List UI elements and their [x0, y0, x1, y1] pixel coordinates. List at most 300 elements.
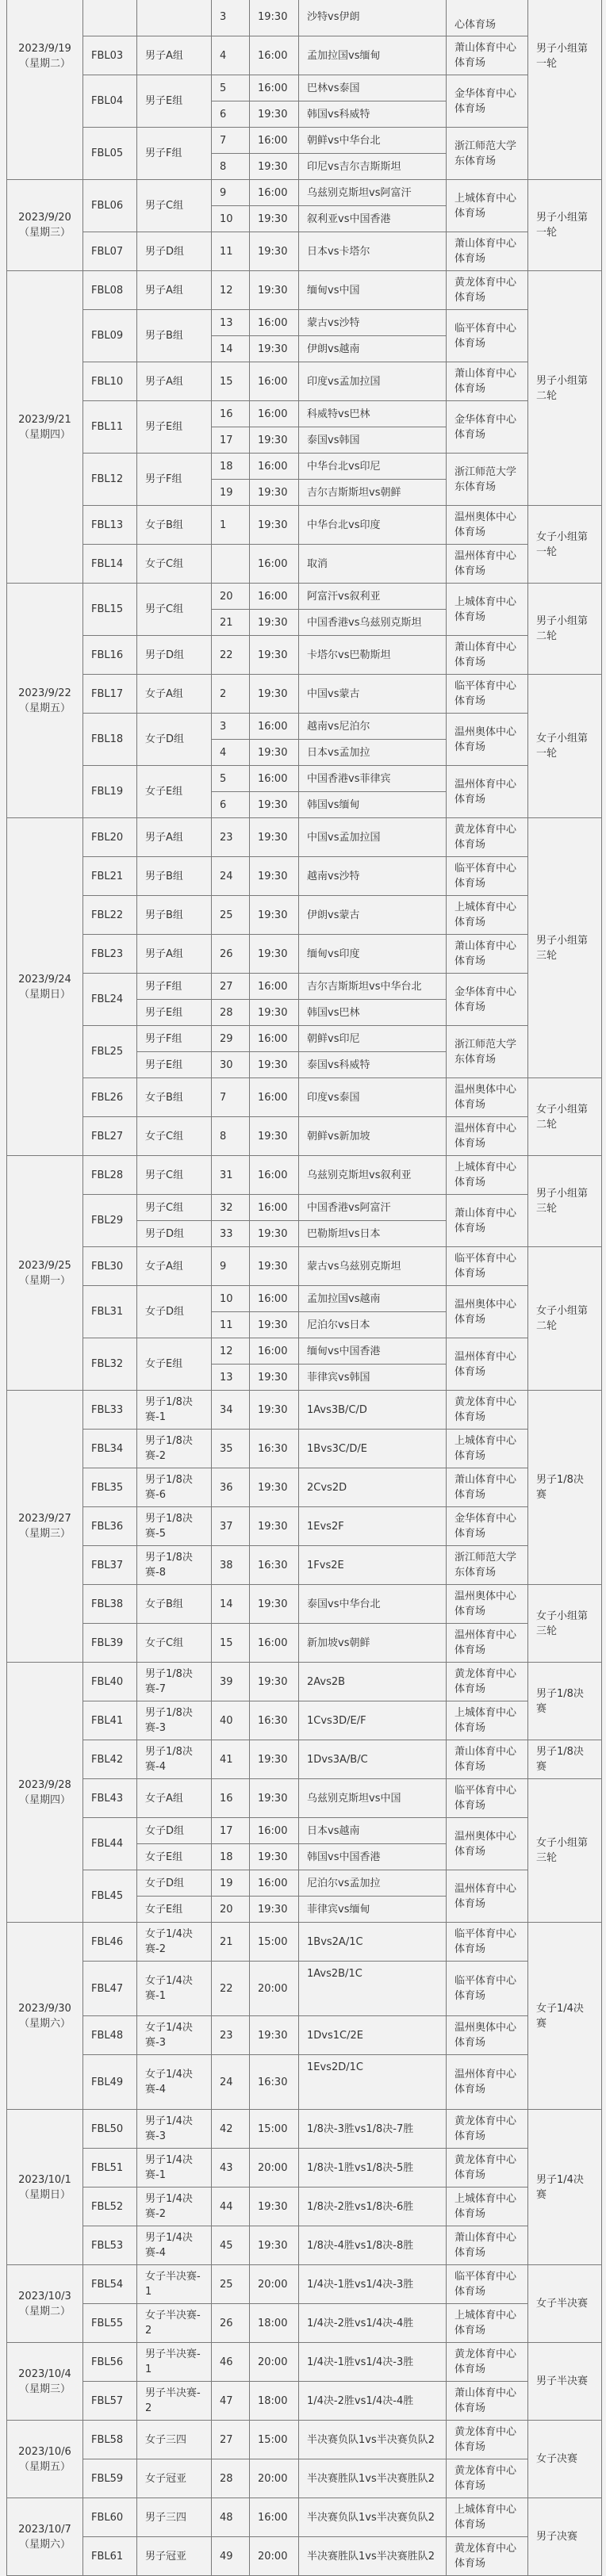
code-cell: FBL59 — [83, 2459, 137, 2498]
group-cell: 女子C组 — [137, 545, 212, 584]
matchup-cell: 吉尔吉斯斯坦vs朝鲜 — [299, 480, 447, 506]
table-row — [7, 818, 602, 857]
venue-cell: 上城体育中心体育场 — [447, 2187, 528, 2226]
time-cell: 20:00 — [250, 2265, 299, 2304]
table-row — [7, 1663, 602, 1701]
time-cell: 20:00 — [250, 2537, 299, 2576]
venue-cell: 萧山体育中心体育场 — [447, 232, 528, 271]
matchup-cell: 孟加拉国vs缅甸 — [299, 36, 447, 75]
time-cell: 19:30 — [250, 1247, 299, 1286]
group-cell: 女子D组 — [137, 1818, 212, 1844]
match-number-cell: 19 — [212, 1870, 250, 1897]
group-cell: 男子1/8决赛-1 — [137, 1391, 212, 1430]
date-text: 2023/10/4 — [18, 2367, 71, 2380]
group-cell: 男子E组 — [137, 1052, 212, 1078]
venue-cell: 黄龙体育中心体育场 — [447, 271, 528, 310]
group-cell: 男子1/4决赛-3 — [137, 2110, 212, 2149]
round-cell: 男子小组第一轮 — [528, 0, 602, 180]
match-number-cell: 20 — [212, 1897, 250, 1923]
time-cell: 19:30 — [250, 154, 299, 180]
group-cell: 女子B组 — [137, 506, 212, 545]
match-number-cell: 25 — [212, 2265, 250, 2304]
venue-cell: 温州奥体中心体育场 — [447, 714, 528, 766]
code-cell: FBL46 — [83, 1923, 137, 1962]
match-number-cell: 6 — [212, 101, 250, 128]
group-cell: 男子A组 — [137, 271, 212, 310]
date-text: 2023/9/20 — [18, 212, 71, 224]
group-cell: 女子B组 — [137, 1078, 212, 1117]
time-cell: 19:30 — [250, 480, 299, 506]
code-cell: FBL38 — [83, 1585, 137, 1624]
matchup-cell: 1/8决-3胜vs1/8决-7胜 — [299, 2110, 447, 2149]
date-text: 2023/10/1 — [18, 2173, 71, 2186]
group-cell: 男子B组 — [137, 857, 212, 896]
group-cell: 女子1/4决赛-3 — [137, 2016, 212, 2055]
match-number-cell: 12 — [212, 1338, 250, 1365]
match-number-cell: 37 — [212, 1507, 250, 1546]
matchup-cell: 孟加拉国vs越南 — [299, 1286, 447, 1312]
time-cell: 19:30 — [250, 101, 299, 128]
matchup-cell: 越南vs尼泊尔 — [299, 714, 447, 740]
round-cell: 男子决赛 — [528, 2498, 602, 2576]
time-cell: 19:30 — [250, 1844, 299, 1870]
match-number-cell: 16 — [212, 401, 250, 427]
time-cell: 20:00 — [250, 2149, 299, 2187]
table-row — [7, 636, 602, 675]
match-number-cell: 8 — [212, 1117, 250, 1156]
table-row — [7, 974, 602, 1000]
match-number-cell: 4 — [212, 740, 250, 766]
time-cell: 19:30 — [250, 2226, 299, 2265]
group-cell: 男子半决赛-2 — [137, 2382, 212, 2421]
table-row — [7, 1585, 602, 1624]
table-row — [7, 128, 602, 154]
time-cell: 19:30 — [250, 857, 299, 896]
table-row — [7, 1247, 602, 1286]
matchup-cell: 韩国vs缅甸 — [299, 792, 447, 818]
date-cell — [7, 180, 83, 271]
time-cell: 19:30 — [250, 1740, 299, 1779]
table-row — [7, 2421, 602, 2459]
table-row — [7, 2459, 602, 2498]
venue-cell: 浙江师范大学东体育场 — [447, 128, 528, 180]
time-cell: 16:00 — [250, 766, 299, 792]
time-cell: 19:30 — [250, 740, 299, 766]
table-row — [7, 1468, 602, 1507]
venue-cell: 上城体育中心体育场 — [447, 1156, 528, 1195]
match-number-cell: 38 — [212, 1546, 250, 1585]
code-cell: FBL26 — [83, 1078, 137, 1117]
weekday-text: （星期三） — [18, 2383, 71, 2395]
code-cell: FBL13 — [83, 506, 137, 545]
matchup-cell: 伊朗vs越南 — [299, 336, 447, 362]
code-cell: FBL48 — [83, 2016, 137, 2055]
venue-cell: 临平体育中心体育场 — [447, 857, 528, 896]
match-number-cell: 27 — [212, 2421, 250, 2459]
matchup-cell: 印尼vs吉尔吉斯斯坦 — [299, 154, 447, 180]
matchup-cell: 日本vs卡塔尔 — [299, 232, 447, 271]
code-cell: FBL31 — [83, 1286, 137, 1338]
matchup-cell: 半决赛胜队1vs半决赛胜队2 — [299, 2537, 447, 2576]
matchup-cell: 泰国vs中华台北 — [299, 1585, 447, 1624]
venue-cell: 萧山体育中心体育场 — [447, 2382, 528, 2421]
weekday-text: （星期三） — [18, 1528, 71, 1540]
time-cell: 19:30 — [250, 1052, 299, 1078]
matchup-cell: 越南vs沙特 — [299, 857, 447, 896]
match-number-cell: 21 — [212, 1923, 250, 1962]
weekday-text: （星期日） — [18, 2188, 71, 2201]
time-cell: 16:00 — [250, 36, 299, 75]
venue-cell: 黄龙体育中心体育场 — [447, 1391, 528, 1430]
match-number-cell: 12 — [212, 271, 250, 310]
round-cell: 男子小组第二轮 — [528, 584, 602, 675]
time-cell: 15:00 — [250, 2110, 299, 2149]
venue-cell: 临平体育中心体育场 — [447, 2265, 528, 2304]
time-cell: 19:30 — [250, 1468, 299, 1507]
matchup-cell: 蒙古vs沙特 — [299, 310, 447, 336]
match-number-cell: 3 — [212, 714, 250, 740]
venue-cell: 浙江师范大学东体育场 — [447, 1026, 528, 1078]
code-cell: FBL57 — [83, 2382, 137, 2421]
date-text: 2023/9/27 — [18, 1513, 71, 1525]
time-cell: 16:00 — [250, 1156, 299, 1195]
date-cell — [7, 2421, 83, 2498]
matchup-cell: 伊朗vs蒙古 — [299, 896, 447, 935]
date-text: 2023/9/21 — [18, 413, 71, 426]
group-cell: 女子1/4决赛-2 — [137, 1923, 212, 1962]
code-cell: FBL20 — [83, 818, 137, 857]
code-cell: FBL52 — [83, 2187, 137, 2226]
matchup-cell: 乌兹别克斯坦vs中国 — [299, 1779, 447, 1818]
matchup-cell: 中国香港vs乌兹别克斯坦 — [299, 610, 447, 636]
matchup-cell: 乌兹别克斯坦vs叙利亚 — [299, 1156, 447, 1195]
code-cell: FBL16 — [83, 636, 137, 675]
time-cell: 16:00 — [250, 974, 299, 1000]
match-number-cell: 28 — [212, 2459, 250, 2498]
group-cell: 女子A组 — [137, 1779, 212, 1818]
matchup-cell: 尼泊尔vs孟加拉 — [299, 1870, 447, 1897]
venue-cell: 萧山体育中心体育场 — [447, 1740, 528, 1779]
group-cell: 男子C组 — [137, 1195, 212, 1221]
date-text: 2023/10/7 — [18, 2523, 71, 2536]
match-number-cell: 41 — [212, 1740, 250, 1779]
time-cell: 19:30 — [250, 0, 299, 36]
time-cell: 19:30 — [250, 336, 299, 362]
match-number-cell: 17 — [212, 1818, 250, 1844]
weekday-text: （星期一） — [18, 1274, 71, 1287]
code-cell: FBL22 — [83, 896, 137, 935]
match-number-cell: 31 — [212, 1156, 250, 1195]
table-row — [7, 1818, 602, 1844]
code-cell: FBL29 — [83, 1195, 137, 1247]
code-cell: FBL54 — [83, 2265, 137, 2304]
group-cell: 男子1/8决赛-5 — [137, 1507, 212, 1546]
group-cell: 男子1/8决赛-8 — [137, 1546, 212, 1585]
venue-cell: 上城体育中心体育场 — [447, 2304, 528, 2343]
time-cell: 16:00 — [250, 180, 299, 206]
code-cell: FBL10 — [83, 362, 137, 401]
match-number-cell: 19 — [212, 480, 250, 506]
matchup-cell: 印度vs孟加拉国 — [299, 362, 447, 401]
matchup-cell: 中国vs孟加拉国 — [299, 818, 447, 857]
venue-cell: 温州奥体中心体育场 — [447, 1818, 528, 1870]
time-cell: 19:30 — [250, 1391, 299, 1430]
match-number-cell: 29 — [212, 1026, 250, 1052]
match-number-cell: 32 — [212, 1195, 250, 1221]
date-text: 2023/10/6 — [18, 2445, 71, 2458]
matchup-cell: 科威特vs巴林 — [299, 401, 447, 427]
venue-cell: 临平体育中心体育场 — [447, 1962, 528, 2016]
time-cell: 16:00 — [250, 401, 299, 427]
match-number-cell: 35 — [212, 1430, 250, 1468]
matchup-cell: 尼泊尔vs日本 — [299, 1312, 447, 1338]
code-cell: FBL39 — [83, 1624, 137, 1663]
round-cell: 男子小组第三轮 — [528, 818, 602, 1078]
date-cell — [7, 2265, 83, 2343]
group-cell: 男子D组 — [137, 232, 212, 271]
match-number-cell: 15 — [212, 362, 250, 401]
date-cell — [7, 584, 83, 818]
code-cell — [83, 0, 137, 36]
weekday-text: （星期四） — [18, 428, 71, 441]
venue-cell: 临平体育中心体育场 — [447, 310, 528, 362]
table-row — [7, 1624, 602, 1663]
matchup-cell: 1Bvs3C/D/E — [299, 1430, 447, 1468]
weekday-text: （星期四） — [18, 1793, 71, 1806]
time-cell: 19:30 — [250, 506, 299, 545]
time-cell: 16:00 — [250, 1870, 299, 1897]
venue-cell: 萧山体育中心体育场 — [447, 1468, 528, 1507]
table-row — [7, 857, 602, 896]
code-cell: FBL34 — [83, 1430, 137, 1468]
group-cell: 女子半决赛-2 — [137, 2304, 212, 2343]
venue-cell: 黄龙体育中心体育场 — [447, 818, 528, 857]
group-cell: 男子F组 — [137, 974, 212, 1000]
code-cell: FBL24 — [83, 974, 137, 1026]
code-cell: FBL23 — [83, 935, 137, 974]
time-cell: 18:00 — [250, 2304, 299, 2343]
matchup-cell: 中国vs蒙古 — [299, 675, 447, 714]
matchup-cell: 泰国vs韩国 — [299, 427, 447, 454]
code-cell: FBL14 — [83, 545, 137, 584]
table-row — [7, 2110, 602, 2149]
table-row — [7, 1117, 602, 1156]
matchup-cell: 吉尔吉斯斯坦vs中华台北 — [299, 974, 447, 1000]
date-cell — [7, 1923, 83, 2110]
time-cell: 16:00 — [250, 1624, 299, 1663]
group-cell: 男子E组 — [137, 75, 212, 128]
matchup-cell: 半决赛负队1vs半决赛负队2 — [299, 2421, 447, 2459]
code-cell: FBL41 — [83, 1701, 137, 1740]
group-cell: 男子A组 — [137, 935, 212, 974]
group-cell: 男子1/8决赛-2 — [137, 1430, 212, 1468]
table-row — [7, 935, 602, 974]
match-number-cell: 48 — [212, 2498, 250, 2537]
match-number-cell: 39 — [212, 1663, 250, 1701]
match-number-cell: 10 — [212, 1286, 250, 1312]
matchup-cell: 朝鲜vs新加坡 — [299, 1117, 447, 1156]
table-row — [7, 310, 602, 336]
match-number-cell: 8 — [212, 154, 250, 180]
code-cell: FBL30 — [83, 1247, 137, 1286]
date-text: 2023/10/3 — [18, 2290, 71, 2302]
time-cell: 16:30 — [250, 2055, 299, 2110]
matchup-cell: 1Cvs3D/E/F — [299, 1701, 447, 1740]
round-cell: 女子小组第二轮 — [528, 1078, 602, 1156]
matchup-cell: 缅甸vs中国香港 — [299, 1338, 447, 1365]
time-cell: 16:00 — [250, 310, 299, 336]
group-cell: 男子F组 — [137, 454, 212, 506]
matchup-cell: 泰国vs科威特 — [299, 1052, 447, 1078]
code-cell: FBL60 — [83, 2498, 137, 2537]
table-row — [7, 2016, 602, 2055]
round-cell: 女子小组第三轮 — [528, 1779, 602, 1923]
time-cell: 16:30 — [250, 1546, 299, 1585]
group-cell: 男子三四 — [137, 2498, 212, 2537]
time-cell: 19:30 — [250, 1000, 299, 1026]
matchup-cell: 1/8决-4胜vs1/8决-8胜 — [299, 2226, 447, 2265]
match-number-cell: 6 — [212, 792, 250, 818]
matchup-cell: 2Cvs2D — [299, 1468, 447, 1507]
match-number-cell: 26 — [212, 935, 250, 974]
venue-cell: 临平体育中心体育场 — [447, 1247, 528, 1286]
matchup-cell: 卡塔尔vs巴勒斯坦 — [299, 636, 447, 675]
matchup-cell: 阿富汗vs叙利亚 — [299, 584, 447, 610]
match-number-cell: 20 — [212, 584, 250, 610]
match-number-cell: 15 — [212, 1624, 250, 1663]
group-cell: 女子A组 — [137, 675, 212, 714]
table-row — [7, 896, 602, 935]
match-number-cell: 2 — [212, 675, 250, 714]
matchup-cell: 1Dvs1C/2E — [299, 2016, 447, 2055]
round-cell: 女子决赛 — [528, 2421, 602, 2498]
match-number-cell: 18 — [212, 1844, 250, 1870]
time-cell: 16:00 — [250, 584, 299, 610]
matchup-cell: 韩国vs科威特 — [299, 101, 447, 128]
matchup-cell: 中华台北vs印度 — [299, 506, 447, 545]
matchup-cell: 叙利亚vs中国香港 — [299, 206, 447, 232]
time-cell: 20:00 — [250, 2343, 299, 2382]
matchup-cell: 取消 — [299, 545, 447, 584]
group-cell: 女子E组 — [137, 1897, 212, 1923]
venue-cell: 上城体育中心体育场 — [447, 1430, 528, 1468]
venue-cell: 上城体育中心体育场 — [447, 1701, 528, 1740]
match-number-cell: 9 — [212, 1247, 250, 1286]
match-number-cell: 18 — [212, 454, 250, 480]
match-number-cell: 13 — [212, 1365, 250, 1391]
table-row — [7, 1779, 602, 1818]
venue-cell: 温州体育中心体育场 — [447, 1624, 528, 1663]
table-row — [7, 1740, 602, 1779]
match-number-cell: 23 — [212, 818, 250, 857]
code-cell: FBL19 — [83, 766, 137, 818]
match-number-cell: 47 — [212, 2382, 250, 2421]
table-row — [7, 2382, 602, 2421]
table-row — [7, 2226, 602, 2265]
code-cell: FBL07 — [83, 232, 137, 271]
table-row — [7, 1078, 602, 1117]
code-cell: FBL06 — [83, 180, 137, 232]
matchup-cell: 1/4决-2胜vs1/4决-4胜 — [299, 2382, 447, 2421]
match-number-cell: 5 — [212, 75, 250, 101]
table-row — [7, 766, 602, 792]
group-cell: 男子A组 — [137, 36, 212, 75]
time-cell: 16:00 — [250, 454, 299, 480]
table-row — [7, 2343, 602, 2382]
table-row — [7, 1430, 602, 1468]
venue-cell: 黄龙体育中心体育场 — [447, 2459, 528, 2498]
match-number-cell: 24 — [212, 857, 250, 896]
table-row — [7, 1923, 602, 1962]
round-cell: 男子1/8决赛 — [528, 1663, 602, 1740]
table-row — [7, 2149, 602, 2187]
time-cell: 19:30 — [250, 1585, 299, 1624]
table-row — [7, 2498, 602, 2537]
table-row — [7, 1870, 602, 1897]
code-cell: FBL49 — [83, 2055, 137, 2110]
match-number-cell: 24 — [212, 2055, 250, 2110]
code-cell: FBL09 — [83, 310, 137, 362]
group-cell: 男子冠亚 — [137, 2537, 212, 2576]
venue-cell: 金华体育中心体育场 — [447, 75, 528, 128]
time-cell: 16:00 — [250, 2498, 299, 2537]
venue-cell: 上城体育中心体育场 — [447, 180, 528, 232]
code-cell: FBL17 — [83, 675, 137, 714]
table-row — [7, 675, 602, 714]
match-number-cell: 4 — [212, 36, 250, 75]
group-cell: 男子1/8决赛-7 — [137, 1663, 212, 1701]
match-number-cell: 34 — [212, 1391, 250, 1430]
match-number-cell: 49 — [212, 2537, 250, 2576]
code-cell: FBL56 — [83, 2343, 137, 2382]
group-cell: 男子E组 — [137, 401, 212, 454]
matchup-cell: 1/4决-2胜vs1/4决-4胜 — [299, 2304, 447, 2343]
time-cell: 16:00 — [250, 714, 299, 740]
matchup-cell: 朝鲜vs中华台北 — [299, 128, 447, 154]
date-cell — [7, 2343, 83, 2421]
group-cell: 男子D组 — [137, 1221, 212, 1247]
group-cell: 男子1/4决赛-2 — [137, 2187, 212, 2226]
group-cell: 男子F组 — [137, 128, 212, 180]
time-cell: 19:30 — [250, 1897, 299, 1923]
venue-cell: 上城体育中心体育场 — [447, 2498, 528, 2537]
code-cell: FBL36 — [83, 1507, 137, 1546]
weekday-text: （星期六） — [18, 2538, 71, 2551]
match-number-cell: 25 — [212, 896, 250, 935]
time-cell: 19:30 — [250, 2016, 299, 2055]
schedule-table-container — [6, 0, 601, 2576]
venue-cell: 萧山体育中心体育场 — [447, 935, 528, 974]
time-cell: 19:30 — [250, 935, 299, 974]
match-number-cell: 7 — [212, 1078, 250, 1117]
round-cell: 男子小组第二轮 — [528, 271, 602, 506]
group-cell: 男子A组 — [137, 362, 212, 401]
code-cell: FBL40 — [83, 1663, 137, 1701]
weekday-text: （星期五） — [18, 2460, 71, 2473]
group-cell: 女子E组 — [137, 1338, 212, 1391]
time-cell: 16:00 — [250, 1195, 299, 1221]
table-row — [7, 2187, 602, 2226]
date-cell — [7, 2498, 83, 2576]
venue-cell: 温州体育中心体育场 — [447, 2055, 528, 2110]
venue-cell: 温州体育中心体育场 — [447, 766, 528, 818]
time-cell: 19:30 — [250, 636, 299, 675]
venue-cell: 温州奥体中心体育场 — [447, 506, 528, 545]
match-number-cell: 33 — [212, 1221, 250, 1247]
match-number-cell: 45 — [212, 2226, 250, 2265]
time-cell: 19:30 — [250, 206, 299, 232]
time-cell: 19:30 — [250, 896, 299, 935]
